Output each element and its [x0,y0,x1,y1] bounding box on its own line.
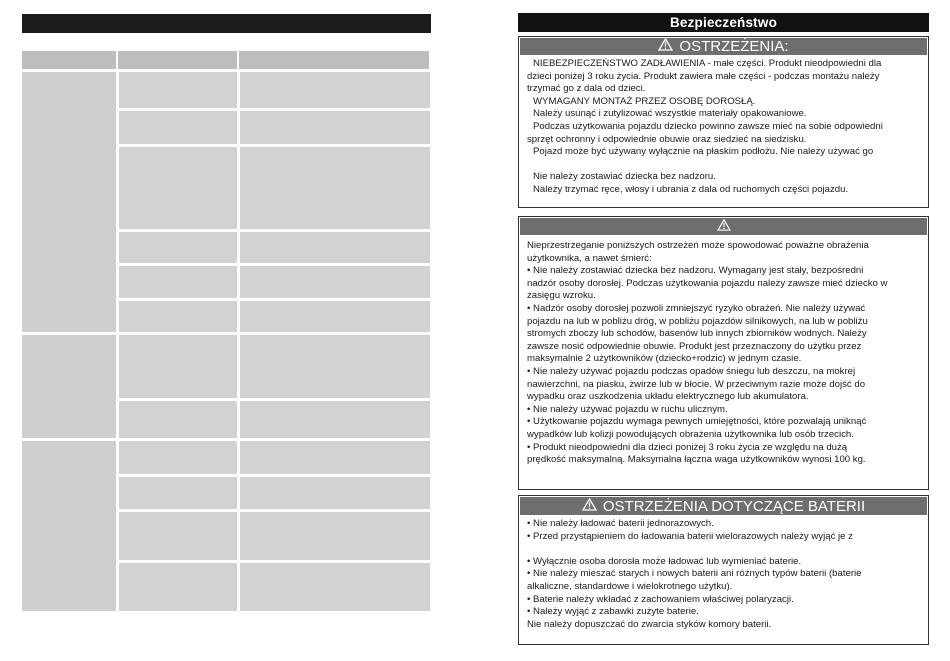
table-header-cell [118,51,237,69]
table-row [119,401,430,438]
text-line: • Nie należy ładować baterii jednorazowych. [527,518,714,529]
table-header-cell [22,51,116,69]
text-line: Nie należy dopuszczać do zwarcia styków komory baterii. [527,618,772,630]
general-warnings-text [519,236,928,471]
page-title: Bezpieczeństwo [518,13,929,32]
text-line: Nieprzestrzeganie poniższych ostrzeżeń może spowodować poważne obrażenia [527,240,869,251]
text-line: nawierzchni, na piasku, żwirze lub w błocie. W przeciwnym razie może dojść do [527,378,866,390]
table-group [22,335,431,438]
text-line: wypadków lub kolizji powodujących obrażenia użytkownika lub osób trzecich. [527,428,854,440]
text-line: wypadku oraz uszkodzenia układu elektrycznego lub akumulatora. [527,391,809,403]
battery-warnings-text [519,516,928,635]
table-group-label-cell [22,335,116,438]
warnings-heading-text: OSTRZEŻENIA: [679,38,789,55]
table-row [119,72,430,108]
warnings-text [519,56,928,201]
text-line: • Należy wyjąć z zabawki zużyte baterie. [527,606,699,618]
table-row [119,512,430,560]
text-line: • Baterie należy wkładać z zachowaniem właściwej polaryzacji. [527,593,794,605]
text-line: stromych zboczy lub schodów, basenów lub innych zbiorników wodnych. Należy [527,328,867,340]
table-row [119,232,430,263]
general-warnings-box [518,216,929,490]
table-row [119,441,430,474]
table-header-row [22,51,431,69]
table-group [22,441,431,611]
text-line [527,159,923,172]
warning-triangle-icon [582,498,597,515]
text-line: • Nie należy używać pojazdu w ruchu ulicznym. [527,403,728,415]
spec-table [22,51,431,611]
table-row [119,147,430,229]
text-line: NIEBEZPIECZEŃSTWO ZADŁAWIENIA - małe części. Produkt nieodpowiedni dla [533,58,882,69]
left-page-header-bar [22,14,431,33]
table-row [119,301,430,332]
warnings-heading [519,37,928,56]
warnings-box [518,36,929,208]
text-line: • Nie należy mieszać starych i nowych baterii ani różnych typów baterii (baterie [527,568,862,580]
text-line: pojazdu na lub w pobliżu dróg, w pobliżu pojazdów silnikowych, na lub w pobliżu [527,315,868,327]
table-group-label-cell [22,72,116,332]
table-row [119,335,430,398]
text-line: Podczas użytkowania pojazdu dziecko powinno zawsze mieć na sobie odpowiedni [533,120,883,132]
table-group [22,72,431,332]
text-line: zasięgu wzroku. [527,290,596,302]
text-line: • Nie należy używać pojazdu podczas opadów śniegu lub deszczu, na mokrej [527,365,856,377]
text-line: trzymać go z dala od dzieci. [527,83,646,95]
table-header-cell [239,51,429,69]
text-line: Pojazd może być używany wyłącznie na płaskim podłożu. Nie należy używać go [533,146,874,158]
text-line: Nie należy zostawiać dziecka bez nadzoru. [533,171,716,183]
warning-triangle-icon [717,218,731,236]
table-group-label-cell [22,441,116,611]
general-warnings-heading [519,217,928,236]
text-line: zawsze nosić odpowiednie obuwie. Produkt jest przeznaczony do użytku przez [527,340,862,352]
text-line: dzieci poniżej 3 roku życia. Produkt zawiera małe części - podczas montażu należy [527,70,880,82]
battery-warnings-heading [519,496,928,516]
text-line: użytkownika, a nawet śmierć: [527,252,652,264]
text-line [527,543,923,556]
text-line: Należy usunąć i zutylizować wszystkie materiały opakowaniowe. [533,108,807,120]
text-line: sprzęt ochronny i odpowiednie obuwie oraz siedzieć na siedzisku. [527,133,807,145]
text-line: prędkość maksymalną. Maksymalna łączna waga użytkowników wynosi 100 kg. [527,454,866,466]
warning-triangle-icon [658,38,673,55]
text-line: Należy trzymać ręce, włosy i ubrania z dala od ruchomych części pojazdu. [533,183,849,195]
text-line: • Użytkowanie pojazdu wymaga pewnych umiejętności, które pozwalają uniknąć [527,416,867,428]
table-row [119,477,430,509]
text-line: • Nie należy zostawiać dziecka bez nadzoru. Wymagany jest stały, bezpośredni [527,265,864,277]
text-line: nadzór osoby dorosłej. Podczas użytkowania pojazdu należy zawsze mieć dziecko w [527,277,888,289]
battery-warnings-box [518,495,929,645]
table-row [119,563,430,611]
text-line: • Produkt nieodpowiedni dla dzieci poniżej 3 roku życia ze względu na dużą [527,441,848,453]
text-line: maksymalnie 2 użytkowników (dziecko+rodzic) w jednym czasie. [527,353,802,365]
table-row [119,111,430,144]
battery-warnings-heading-text: OSTRZEŻENIA DOTYCZĄCE BATERII [602,497,866,515]
text-line: • Przed przystąpieniem do ładowania baterii wielorazowych należy wyjąć je z [527,530,853,542]
text-line: alkaliczne, standardowe i wielokrotnego użytku). [527,580,733,592]
text-line: WYMAGANY MONTAŻ PRZEZ OSOBĘ DOROSŁĄ. [533,95,756,107]
table-row [119,266,430,298]
text-line: • Wyłącznie osoba dorosła może ładować lub wymieniać baterie. [527,555,802,567]
text-line: • Nadzór osoby dorosłej pozwoli zmniejszyć ryzyko obrażeń. Nie należy używać [527,302,866,314]
